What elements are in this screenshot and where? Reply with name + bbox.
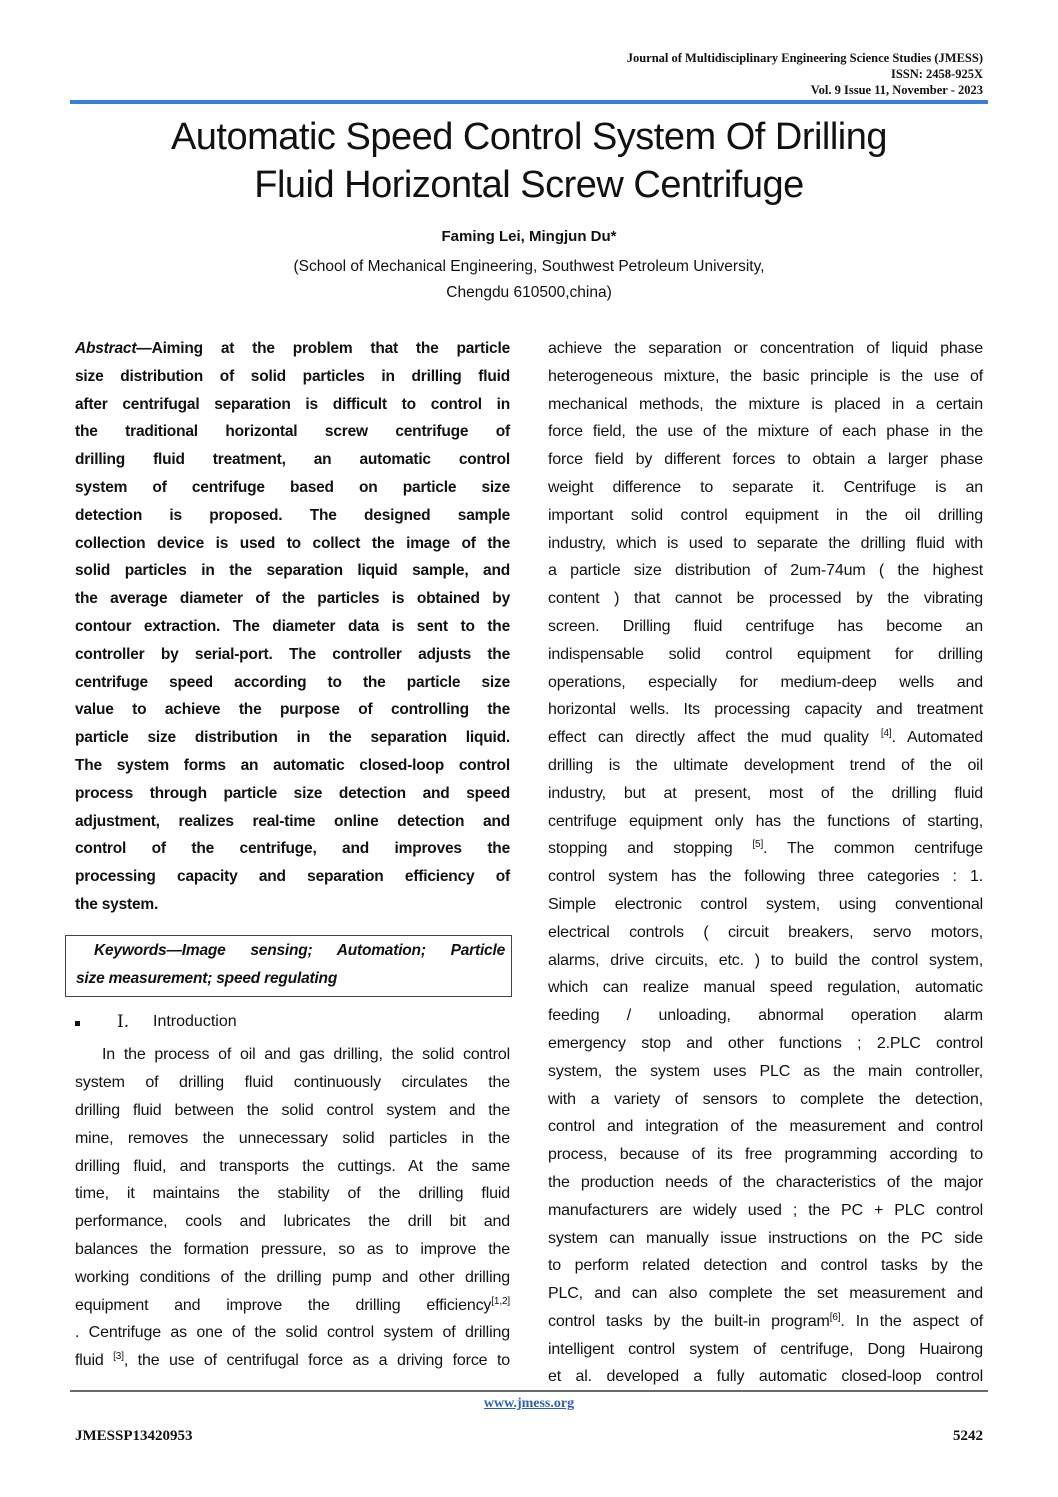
body-line: force field by different forces to obtain a larger phase xyxy=(548,451,983,469)
body-line: a particle size distribution of 2um-74um ( the highest xyxy=(548,562,983,580)
abstract-line: size distribution of solid particles in drilling fluid xyxy=(75,367,510,385)
keywords-line: size measurement; speed regulating xyxy=(76,969,338,987)
intro-paragraph xyxy=(75,1041,510,1375)
abstract-line: system of centrifuge based on particle size xyxy=(75,478,510,496)
authors: Faming Lei, Mingjun Du* xyxy=(441,228,617,245)
right-column xyxy=(548,335,983,1391)
abstract-line: processing capacity and separation efficiency of xyxy=(75,868,510,886)
body-line: PLC, and can also complete the set measurement and xyxy=(548,1285,983,1303)
abstract-line: centrifuge speed according to the particle size xyxy=(75,673,510,691)
body-line: the production needs of the characteristics of the major xyxy=(548,1173,983,1191)
abstract xyxy=(75,335,510,919)
body-line: indispensable solid control equipment for drilling xyxy=(548,645,983,663)
body-line: which can realize manual speed regulation, automatic xyxy=(548,979,983,997)
body-line: operations, especially for medium-deep wells and xyxy=(548,673,983,691)
body-line: In the process of oil and gas drilling, the solid control xyxy=(102,1046,510,1064)
body-line: manufacturers are widely used ; the PC + PLC control xyxy=(548,1201,983,1219)
abstract-line: The system forms an automatic closed-loop control xyxy=(75,756,510,774)
abstract-line: controller by serial-port. The controller adjusts the xyxy=(75,645,510,663)
journal-issn: ISSN: 2458-925X xyxy=(890,67,983,81)
abstract-line: the traditional horizontal screw centrifuge of xyxy=(75,423,510,441)
body-line: system can manually issue instructions on the PC side xyxy=(548,1229,983,1247)
body-line: performance, cools and lubricates the drill bit and xyxy=(75,1213,510,1231)
abstract-label: Abstract xyxy=(75,340,137,357)
abstract-line: solid particles in the separation liquid sample, and xyxy=(75,562,510,580)
body-line: drilling fluid between the solid control system and the xyxy=(75,1101,510,1119)
affiliation-line: Chengdu 610500,china) xyxy=(446,284,612,301)
body-line: drilling fluid, and transports the cuttings. At the same xyxy=(75,1157,510,1175)
body-line: alarms, drive circuits, etc. ) to build the control system, xyxy=(548,951,983,969)
citation: [4] xyxy=(880,728,892,740)
section-title: Introduction xyxy=(153,1013,237,1031)
body-line: Simple electronic control system, using conventional xyxy=(548,895,983,913)
paper-id: JMESSP13420953 xyxy=(75,1428,193,1444)
section-number: Ⅰ. xyxy=(117,1012,130,1033)
body-line: to perform related detection and control tasks by the xyxy=(548,1257,983,1275)
body-line: control and integration of the measurement and control xyxy=(548,1118,983,1136)
body-line: emergency stop and other functions ; 2.PLC control xyxy=(548,1034,983,1052)
abstract-line: process through particle size detection and speed xyxy=(75,784,510,802)
abstract-line: collection device is used to collect the image of the xyxy=(75,534,510,552)
body-line: control system has the following three categories : 1. xyxy=(548,868,983,886)
page-number: 5242 xyxy=(953,1428,983,1444)
abstract-line: Abstract—Aiming at the problem that the particle xyxy=(75,340,510,357)
affiliation-line: (School of Mechanical Engineering, Southwest Petroleum University, xyxy=(293,258,765,275)
abstract-line: control of the centrifuge, and improves the xyxy=(75,840,510,858)
citation: [6] xyxy=(829,1311,841,1323)
body-line: mine, removes the unnecessary solid particles in the xyxy=(75,1129,510,1147)
body-line: force field, the use of the mixture of each phase in the xyxy=(548,423,983,441)
body-line: screen. Drilling fluid centrifuge has become an xyxy=(548,617,983,635)
body-line: achieve the separation or concentration of liquid phase xyxy=(548,340,983,357)
body-line: effect can directly affect the mud quality [4]. Automated xyxy=(548,728,983,747)
body-line: balances the formation pressure, so as to improve the xyxy=(75,1240,510,1258)
body-line: equipment and improve the drilling efficiency[1,2] xyxy=(75,1295,510,1314)
journal-volume: Vol. 9 Issue 11, November - 2023 xyxy=(810,83,983,97)
paper-title xyxy=(70,113,988,209)
abstract-line: the average diameter of the particles is obtained by xyxy=(75,590,510,608)
abstract-line: drilling fluid treatment, an automatic control xyxy=(75,451,510,469)
abstract-line: adjustment, realizes real-time online detection and xyxy=(75,812,510,830)
journal-header xyxy=(627,50,983,98)
body-line: intelligent control system of centrifuge, Dong Huairong xyxy=(548,1340,983,1358)
citation: [3] xyxy=(113,1351,124,1363)
title-line: Automatic Speed Control System Of Drilling xyxy=(170,116,888,158)
abstract-line: the system. xyxy=(75,895,159,913)
left-column xyxy=(75,335,510,1375)
abstract-line: value to achieve the purpose of controlling the xyxy=(75,701,510,719)
body-line: industry, which is used to separate the drilling fluid with xyxy=(548,534,983,552)
body-line: heterogeneous mixture, the basic principle is the use of xyxy=(548,367,983,385)
body-line: horizontal wells. Its processing capacity and treatment xyxy=(548,701,983,719)
body-line: electrical controls ( circuit breakers, servo motors, xyxy=(548,923,983,941)
body-line: mechanical methods, the mixture is placed in a certain xyxy=(548,395,983,413)
citation: [5] xyxy=(752,839,764,851)
body-line: system of drilling fluid continuously circulates the xyxy=(75,1074,510,1092)
citation: [1,2] xyxy=(491,1295,510,1307)
journal-website-link[interactable]: www.jmess.org xyxy=(483,1396,575,1411)
body-line: control tasks by the built-in program[6]. In the aspect of xyxy=(548,1311,983,1330)
body-line: weight difference to separate it. Centrifuge is an xyxy=(548,478,983,496)
footer-rule xyxy=(70,1390,988,1392)
body-line: working conditions of the drilling pump and other drilling xyxy=(75,1268,510,1286)
body-line: drilling is the ultimate development trend of the oil xyxy=(548,756,983,774)
body-line: feeding / unloading, abnormal operation alarm xyxy=(548,1007,983,1025)
body-line: industry, but at present, most of the drilling fluid xyxy=(548,784,983,802)
body-line: stopping and stopping [5]. The common centrifuge xyxy=(548,839,983,858)
section-heading xyxy=(75,1007,510,1037)
body-line: centrifuge equipment only has the functions of starting, xyxy=(548,812,983,830)
keywords-box xyxy=(65,935,512,998)
abstract-line: after centrifugal separation is difficult to control in xyxy=(75,395,510,413)
body-line: process, because of its free programming according to xyxy=(548,1146,983,1164)
body-line: fluid [3], the use of centrifugal force as a driving force to xyxy=(75,1351,511,1370)
journal-name: Journal of Multidisciplinary Engineering Science Studies (JMESS) xyxy=(626,51,983,65)
body-line: content ) that cannot be processed by the vibrating xyxy=(548,590,983,608)
abstract-line: contour extraction. The diameter data is sent to the xyxy=(75,617,510,635)
body-line: et al. developed a fully automatic closed-loop control xyxy=(548,1368,983,1386)
abstract-line: particle size distribution in the separation liquid. xyxy=(75,729,510,747)
body-line: . Centrifuge as one of the solid control system of drilling xyxy=(75,1324,510,1342)
body-line: system, the system uses PLC as the main controller, xyxy=(548,1062,983,1080)
header-rule xyxy=(70,100,988,104)
title-line: Fluid Horizontal Screw Centrifuge xyxy=(254,164,804,206)
keywords-line: Keywords—Image sensing; Automation; Particle xyxy=(94,941,505,959)
body-line: important solid control equipment in the oil drilling xyxy=(548,506,983,524)
body-line: with a variety of sensors to complete the detection, xyxy=(548,1090,983,1108)
bullet-icon xyxy=(75,1021,80,1026)
abstract-line: detection is proposed. The designed sample xyxy=(75,506,510,524)
body-line: time, it maintains the stability of the drilling fluid xyxy=(75,1185,510,1203)
affiliation xyxy=(200,254,858,306)
